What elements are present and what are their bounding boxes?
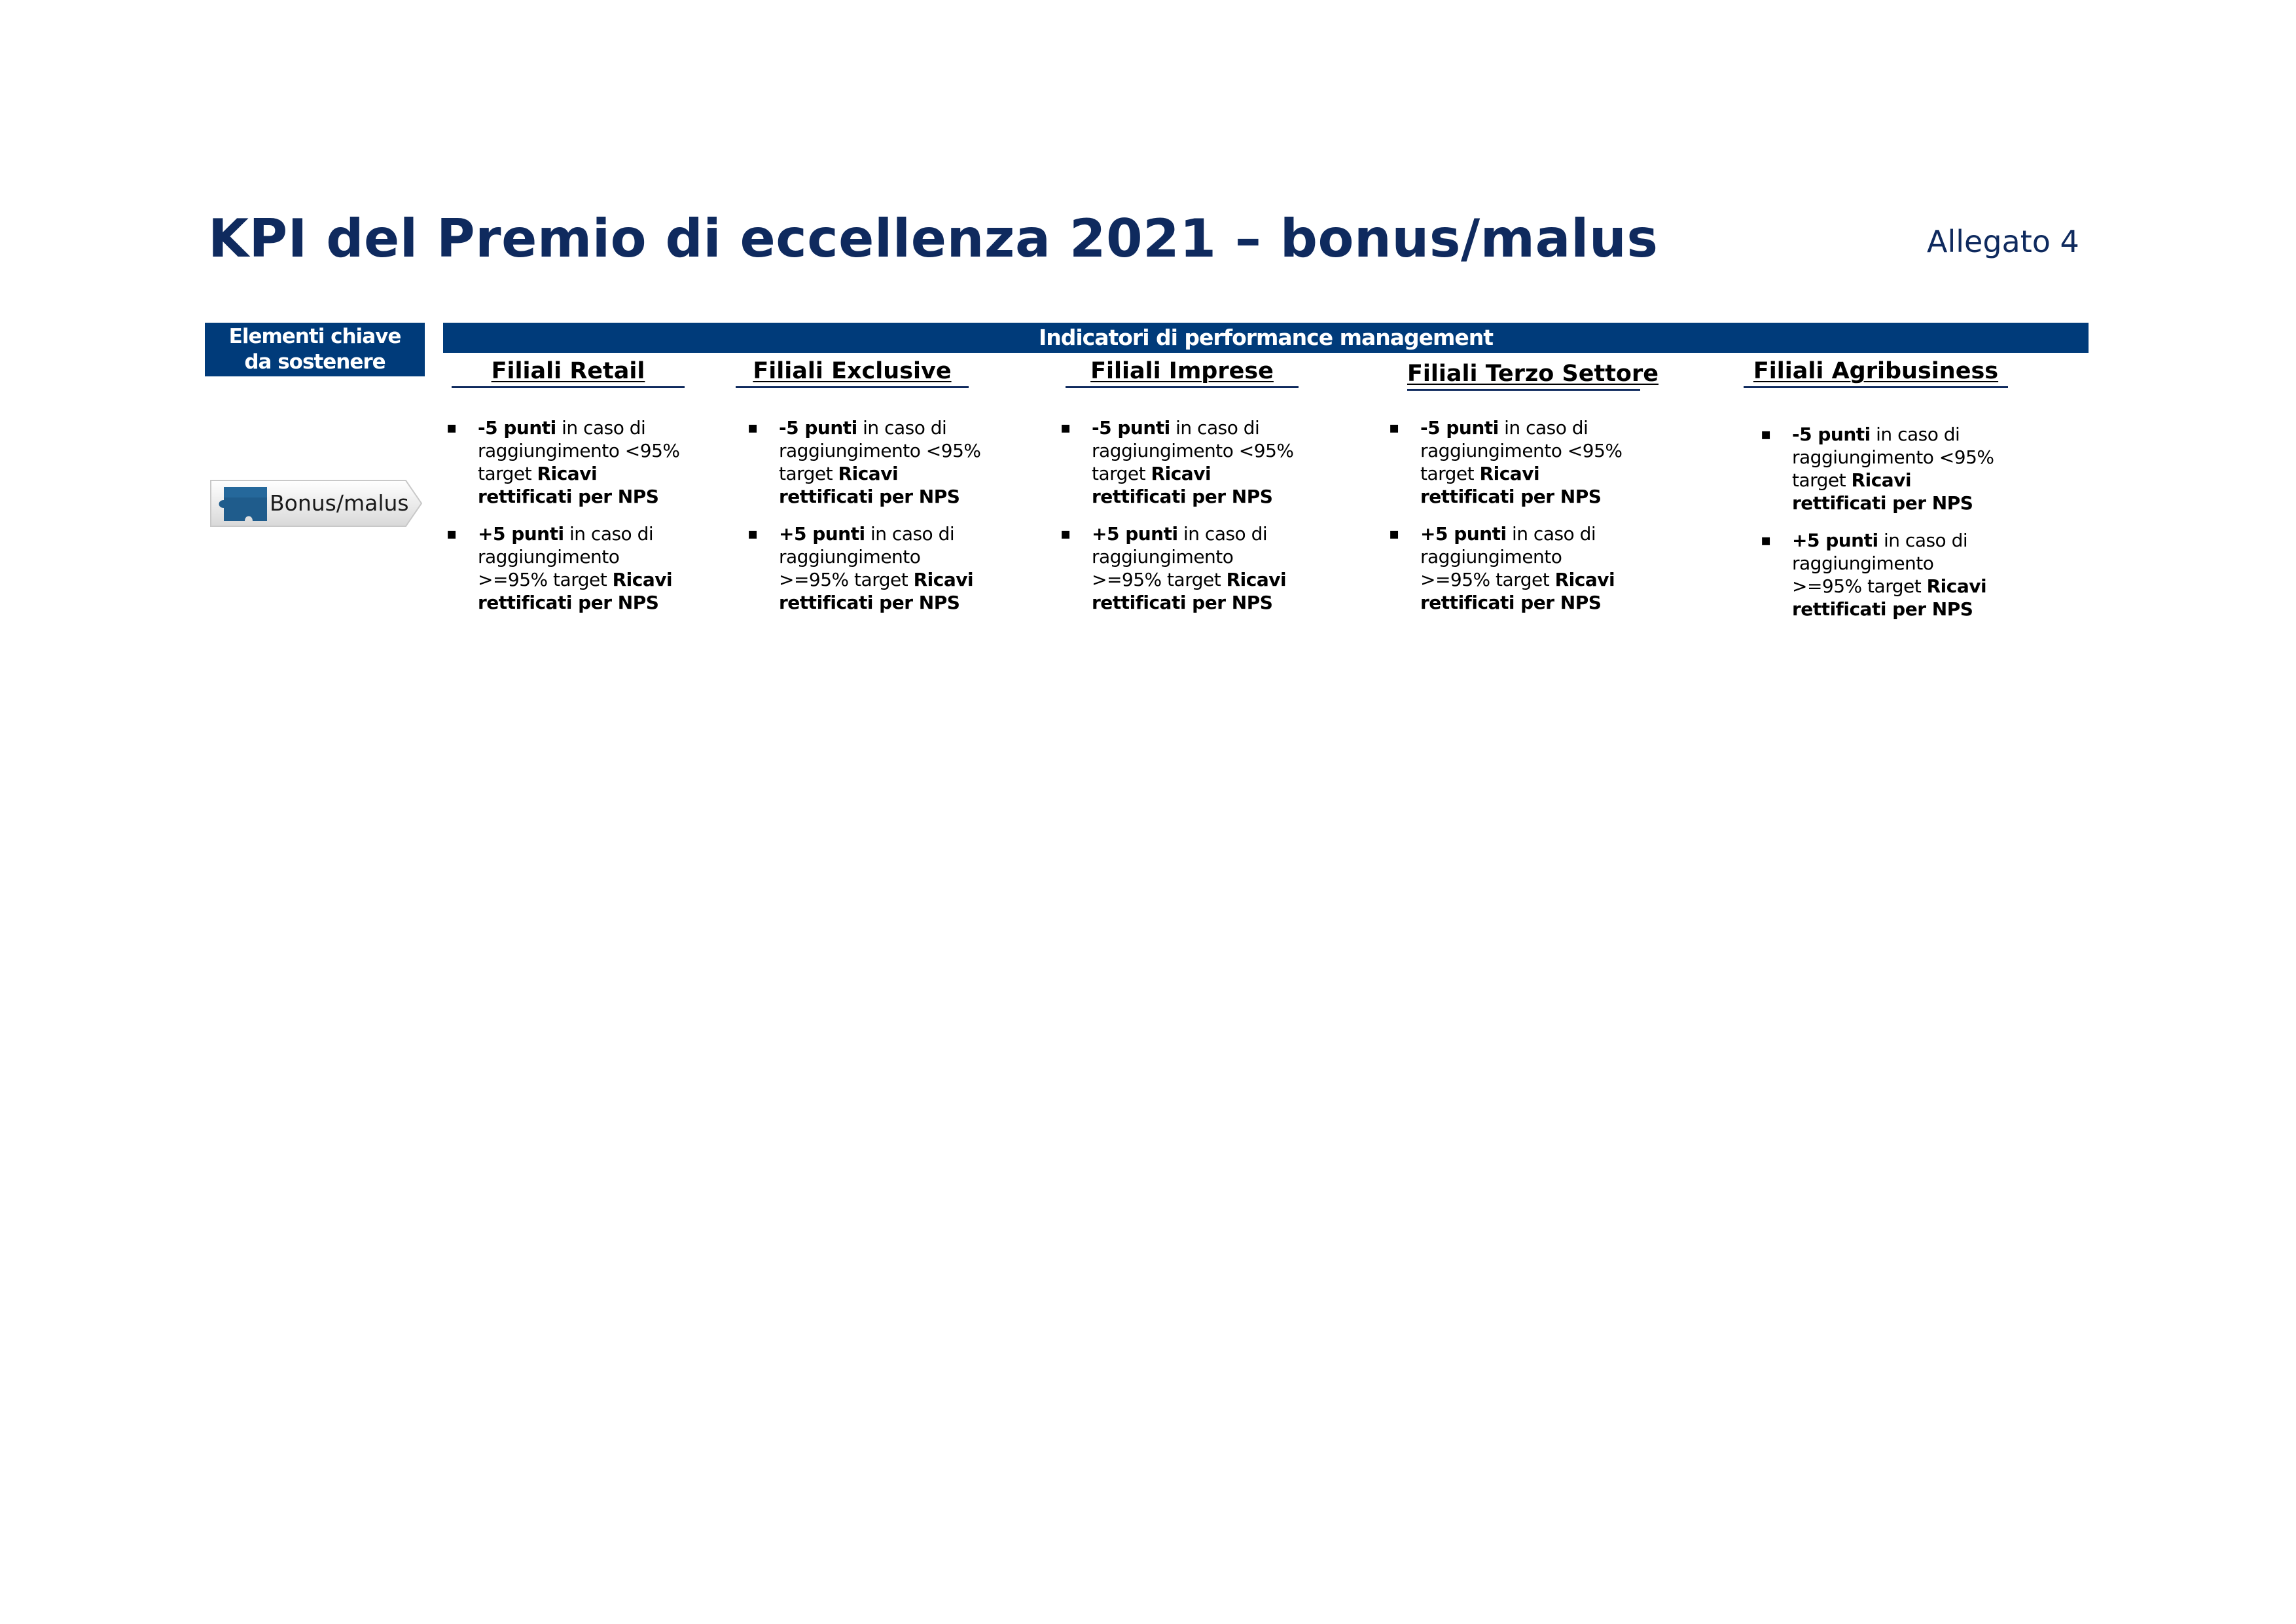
- list-item: ▪ +5 punti in caso di raggiungimento >=95% target Ricavi rettificati per NPS: [446, 523, 673, 613]
- key-elements-header-line1: Elementi chiave: [228, 325, 401, 348]
- bullet-icon: ▪: [1389, 524, 1399, 543]
- list-item: ▪ +5 punti in caso di raggiungimento >=95% target Ricavi rettificati per NPS: [1389, 523, 1615, 613]
- list-item: ▪ +5 punti in caso di raggiungimento >=95% target Ricavi rettificati per NPS: [1060, 523, 1287, 613]
- bonus-malus-tag: [209, 478, 424, 529]
- bullet-icon: ▪: [1060, 524, 1071, 543]
- bullet-icon: ▪: [1761, 425, 1771, 443]
- key-elements-header-line2: da sostenere: [244, 350, 386, 374]
- list-item: ▪ -5 punti in caso di raggiungimento <95% target Ricavi rettificati per NPS: [747, 417, 981, 507]
- bullets-retail: [446, 416, 682, 628]
- bullet-icon: ▪: [1060, 418, 1071, 437]
- list-item: ▪ +5 punti in caso di raggiungimento >=95% target Ricavi rettificati per NPS: [747, 523, 974, 613]
- list-item: ▪ -5 punti in caso di raggiungimento <95% target Ricavi rettificati per NPS: [1060, 417, 1294, 507]
- list-item: ▪ -5 punti in caso di raggiungimento <95% target Ricavi rettificati per NPS: [1389, 417, 1623, 507]
- puzzle-piece-icon: [212, 478, 272, 529]
- bullet-icon: ▪: [747, 524, 758, 543]
- column-title-imprese: Filiali Imprese: [1066, 356, 1299, 388]
- list-item: ▪ -5 punti in caso di raggiungimento <95% target Ricavi rettificati per NPS: [1761, 424, 1994, 514]
- bullet-icon: ▪: [446, 418, 457, 437]
- bullet-icon: ▪: [747, 418, 758, 437]
- column-title-exclusive: Filiali Exclusive: [736, 356, 969, 388]
- bullets-imprese: [1060, 416, 1296, 628]
- column-title-agribusiness: Filiali Agribusiness: [1744, 356, 2008, 388]
- column-title-retail: Filiali Retail: [452, 356, 685, 388]
- list-item: ▪ +5 punti in caso di raggiungimento >=95% target Ricavi rettificati per NPS: [1761, 530, 1987, 620]
- performance-header: Indicatori di performance management: [443, 323, 2089, 353]
- column-title-terzo-settore: Filiali Terzo Settore: [1407, 359, 1640, 391]
- bullets-exclusive: [747, 416, 983, 628]
- list-item: ▪ -5 punti in caso di raggiungimento <95% target Ricavi rettificati per NPS: [446, 417, 680, 507]
- bullets-agribusiness: [1761, 423, 1996, 635]
- bullet-icon: ▪: [1761, 531, 1771, 549]
- key-elements-header: [205, 323, 425, 376]
- page-title: KPI del Premio di eccellenza 2021 – bonus/malus: [208, 208, 1659, 269]
- bullet-icon: ▪: [1389, 418, 1399, 437]
- bullets-terzo-settore: [1389, 416, 1624, 628]
- bullet-icon: ▪: [446, 524, 457, 543]
- attachment-label: Allegato 4: [1927, 224, 2079, 259]
- row-label: Bonus/malus: [270, 490, 409, 516]
